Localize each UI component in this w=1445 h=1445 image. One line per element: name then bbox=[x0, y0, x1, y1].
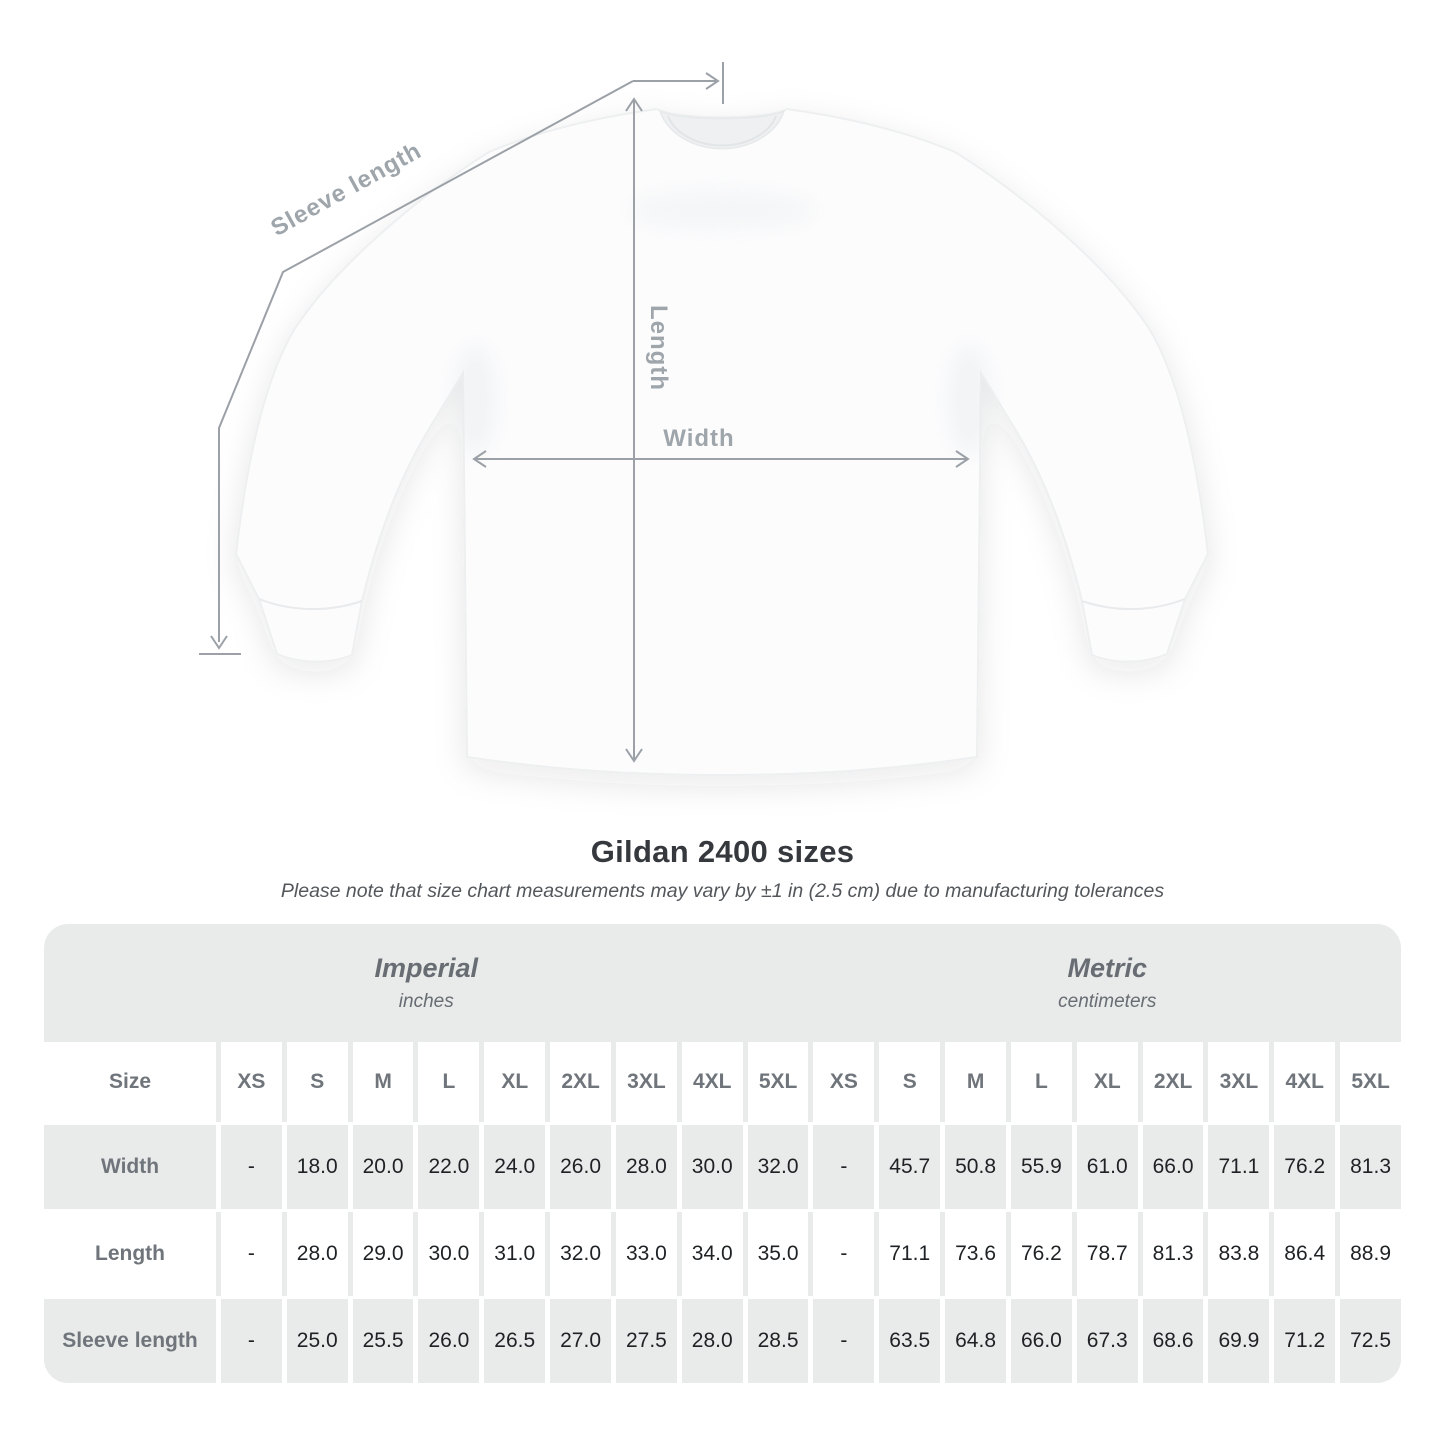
size-table bbox=[44, 924, 1401, 1383]
row-label: Length bbox=[44, 1212, 216, 1296]
value-cell: 55.9 bbox=[1011, 1125, 1072, 1209]
size-col-header: 5XL bbox=[748, 1042, 809, 1122]
value-cell: 67.3 bbox=[1077, 1299, 1138, 1383]
metric-title: Metric bbox=[1067, 953, 1148, 983]
value-cell: 28.0 bbox=[616, 1125, 677, 1209]
value-cell: 69.9 bbox=[1208, 1299, 1269, 1383]
value-cell: 35.0 bbox=[748, 1212, 809, 1296]
size-col-header: M bbox=[353, 1042, 414, 1122]
size-header: Size bbox=[44, 1042, 216, 1122]
size-col-header: 5XL bbox=[1340, 1042, 1401, 1122]
size-col-header: 4XL bbox=[1274, 1042, 1335, 1122]
value-cell: 27.0 bbox=[550, 1299, 611, 1383]
value-cell: - bbox=[221, 1125, 282, 1209]
value-cell: 26.0 bbox=[550, 1125, 611, 1209]
value-cell: 28.5 bbox=[748, 1299, 809, 1383]
value-cell: 71.1 bbox=[879, 1212, 940, 1296]
metric-unit: centimeters bbox=[1058, 991, 1157, 1012]
value-cell: 66.0 bbox=[1011, 1299, 1072, 1383]
value-cell: 72.5 bbox=[1340, 1299, 1401, 1383]
sleeve-length-label: Sleeve length bbox=[266, 136, 427, 242]
value-cell: - bbox=[813, 1125, 874, 1209]
value-cell: 28.0 bbox=[682, 1299, 743, 1383]
size-col-header: S bbox=[287, 1042, 348, 1122]
value-cell: 45.7 bbox=[879, 1125, 940, 1209]
value-cell: 34.0 bbox=[682, 1212, 743, 1296]
value-cell: 81.3 bbox=[1340, 1125, 1401, 1209]
size-col-header: XL bbox=[484, 1042, 545, 1122]
row-label: Width bbox=[44, 1125, 216, 1209]
tolerance-note: Please note that size chart measurements may vary by ±1 in (2.5 cm) due to manufacturing tolerances bbox=[280, 880, 1165, 902]
value-cell: 33.0 bbox=[616, 1212, 677, 1296]
imperial-group bbox=[44, 924, 809, 1042]
value-cell: 76.2 bbox=[1274, 1125, 1335, 1209]
size-col-header: XL bbox=[1077, 1042, 1138, 1122]
value-cell: 32.0 bbox=[748, 1125, 809, 1209]
value-cell: 86.4 bbox=[1274, 1212, 1335, 1296]
armpit-shade-right bbox=[949, 345, 989, 455]
value-cell: - bbox=[221, 1299, 282, 1383]
value-cell: 29.0 bbox=[353, 1212, 414, 1296]
unit-group-header bbox=[44, 924, 1401, 1042]
value-cell: 18.0 bbox=[287, 1125, 348, 1209]
table-row-sleeve-length bbox=[44, 1299, 1401, 1383]
length-label: Length bbox=[645, 305, 672, 391]
value-cell: 32.0 bbox=[550, 1212, 611, 1296]
row-label: Sleeve length bbox=[44, 1299, 216, 1383]
table-row-width bbox=[44, 1125, 1401, 1209]
value-cell: 78.7 bbox=[1077, 1212, 1138, 1296]
size-col-header: L bbox=[1011, 1042, 1072, 1122]
value-cell: 24.0 bbox=[484, 1125, 545, 1209]
value-cell: 25.5 bbox=[353, 1299, 414, 1383]
value-cell: 50.8 bbox=[945, 1125, 1006, 1209]
width-label: Width bbox=[663, 425, 735, 452]
value-cell: 83.8 bbox=[1208, 1212, 1269, 1296]
size-col-header: 2XL bbox=[1143, 1042, 1204, 1122]
value-cell: 73.6 bbox=[945, 1212, 1006, 1296]
value-cell: 88.9 bbox=[1340, 1212, 1401, 1296]
size-col-header: 3XL bbox=[1208, 1042, 1269, 1122]
size-col-header: 3XL bbox=[616, 1042, 677, 1122]
value-cell: 26.0 bbox=[418, 1299, 479, 1383]
value-cell: 66.0 bbox=[1143, 1125, 1204, 1209]
size-col-header: 2XL bbox=[550, 1042, 611, 1122]
size-header-row bbox=[44, 1042, 1401, 1122]
table-row-length bbox=[44, 1212, 1401, 1296]
metric-group bbox=[814, 924, 1402, 1042]
size-col-header: M bbox=[945, 1042, 1006, 1122]
value-cell: 30.0 bbox=[418, 1212, 479, 1296]
size-col-header: XS bbox=[813, 1042, 874, 1122]
heading bbox=[0, 834, 1445, 903]
value-cell: 31.0 bbox=[484, 1212, 545, 1296]
value-cell: 63.5 bbox=[879, 1299, 940, 1383]
armpit-shade-left bbox=[455, 345, 495, 455]
imperial-title: Imperial bbox=[374, 953, 479, 983]
chest-shade bbox=[627, 190, 817, 230]
value-cell: 25.0 bbox=[287, 1299, 348, 1383]
value-cell: 30.0 bbox=[682, 1125, 743, 1209]
value-cell: 76.2 bbox=[1011, 1212, 1072, 1296]
imperial-unit: inches bbox=[398, 991, 454, 1012]
value-cell: 81.3 bbox=[1143, 1212, 1204, 1296]
value-cell: 28.0 bbox=[287, 1212, 348, 1296]
value-cell: 26.5 bbox=[484, 1299, 545, 1383]
page-title: Gildan 2400 sizes bbox=[590, 834, 855, 869]
size-col-header: S bbox=[879, 1042, 940, 1122]
size-col-header: XS bbox=[221, 1042, 282, 1122]
value-cell: - bbox=[221, 1212, 282, 1296]
value-cell: 27.5 bbox=[616, 1299, 677, 1383]
value-cell: 68.6 bbox=[1143, 1299, 1204, 1383]
value-cell: 20.0 bbox=[353, 1125, 414, 1209]
value-cell: 71.1 bbox=[1208, 1125, 1269, 1209]
value-cell: 64.8 bbox=[945, 1299, 1006, 1383]
size-col-header: L bbox=[418, 1042, 479, 1122]
size-col-header: 4XL bbox=[682, 1042, 743, 1122]
value-cell: 71.2 bbox=[1274, 1299, 1335, 1383]
value-cell: 61.0 bbox=[1077, 1125, 1138, 1209]
value-cell: - bbox=[813, 1299, 874, 1383]
value-cell: - bbox=[813, 1212, 874, 1296]
value-cell: 22.0 bbox=[418, 1125, 479, 1209]
